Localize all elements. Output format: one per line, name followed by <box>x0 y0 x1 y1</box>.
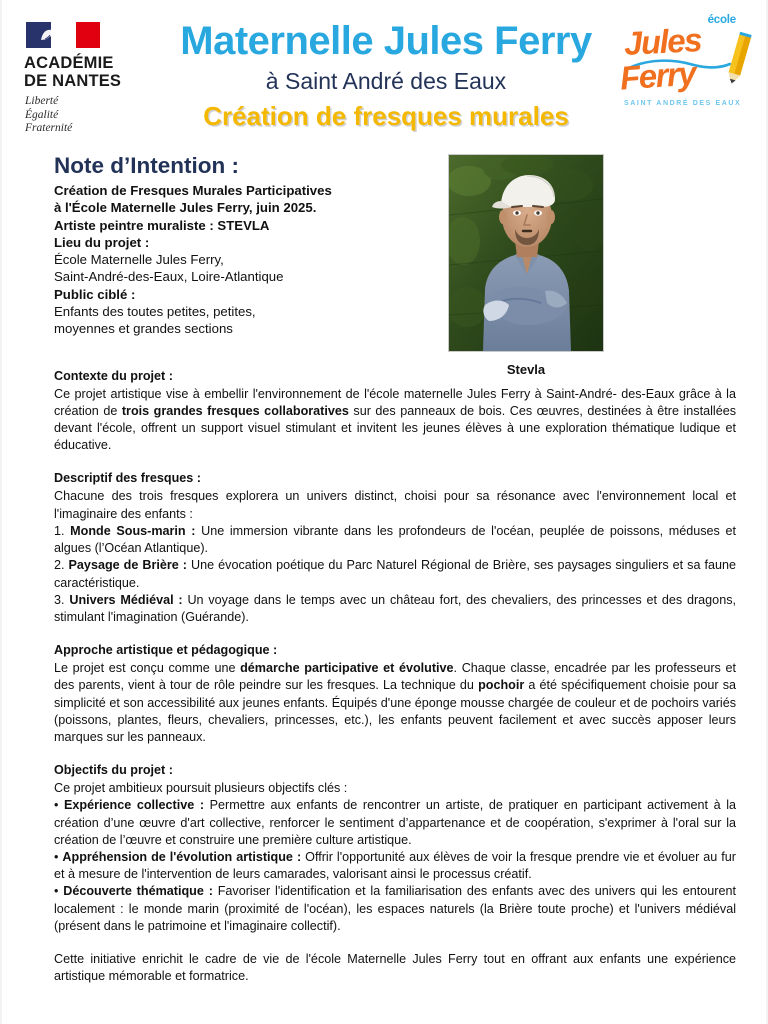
section-item-descriptif-1-run-0: 2. <box>54 558 69 573</box>
academie-name <box>24 54 140 90</box>
section-contexte <box>54 368 736 455</box>
section-item-objectifs-1-run-0: • <box>54 849 63 864</box>
section-item-descriptif-2-run-1: Univers Médiéval : <box>69 592 183 607</box>
academie-de-nantes-logo <box>12 22 140 136</box>
intent-line-3: Artiste peintre muraliste : STEVLA <box>54 217 270 233</box>
section-item-objectifs-0-run-1: Expérience collective : <box>64 798 205 813</box>
photo-caption: Stevla <box>506 362 546 377</box>
intent-line-2: à l'École Maternelle Jules Ferry, juin 2025. <box>54 200 317 216</box>
section-paragraph-approche-run-1: démarche participative et évolutive <box>240 661 454 676</box>
section-approche <box>54 642 736 746</box>
jules-ferry-school-logo <box>618 14 758 120</box>
section-item-objectifs-0-run-0: • <box>54 798 65 813</box>
section-heading-descriptif: Descriptif des fresques : <box>54 471 201 486</box>
section-item-descriptif-0-run-2: Une immersion vibrante dans les profondeurs de l'océan, peuplée de poissons, méduses et algues (l’Océan Atlantique). <box>54 523 736 556</box>
marianne-profile-icon <box>39 27 63 43</box>
intent-public-line-1: Enfants des toutes petites, petites, <box>54 304 256 320</box>
academie-line1: ACADÉMIE <box>24 54 114 72</box>
republic-motto <box>25 95 140 136</box>
note-intention-title: Note d’Intention : <box>54 153 239 178</box>
document-header <box>2 0 766 152</box>
header-titles <box>132 18 640 132</box>
section-item-descriptif-1-run-2: Une évocation poétique du Parc Naturel Régional de Brière, ses paysages singuliers et sa faune caractéristique. <box>54 558 737 590</box>
section-heading-contexte: Contexte du projet : <box>54 368 173 383</box>
section-item-descriptif-2-run-2: Un voyage dans le temps avec un château fort, des chevaliers, des princesses et des dragons, stimulant l'imagination (Guérande). <box>54 592 736 624</box>
page-title: Maternelle Jules Ferry <box>180 19 592 63</box>
section-heading-approche: Approche artistique et pédagogique : <box>54 643 278 658</box>
section-paragraph-approche <box>54 660 736 746</box>
motto-fraternite: Fraternité <box>25 122 73 134</box>
section-paragraph-contexte-run-2: sur des panneaux de bois. Ces œuvres, destinées à être installées devant l'école, offrent un support visuel stimulant et invitent les jeunes élèves à une exploration thématique ludique et éducative. <box>54 403 737 453</box>
section-paragraph-descriptif <box>54 488 736 522</box>
section-paragraph-conclusion <box>54 951 736 985</box>
section-item-objectifs-2-run-0: • <box>54 884 64 899</box>
motto-liberte: Liberté <box>25 95 59 107</box>
section-paragraph-approche-run-4: a été spécifiquement choisie pour sa simplicité et son accessibilité aux jeunes enfants. Équipés d'une éponge mousse chargée de couleur et de pochoirs variés (poissons, plantes, fleurs, chevaliers, princesses, etc.), les enfants peuvent facilement et avec succès apposer leurs marques sur les panneaux. <box>54 678 737 744</box>
section-item-objectifs-2 <box>54 883 736 935</box>
page-subtitle: à Saint André des Eaux <box>265 68 507 94</box>
section-heading-objectifs: Objectifs du projet : <box>54 763 173 778</box>
motto-egalite: Égalité <box>25 108 59 121</box>
section-item-objectifs-2-run-2: Favoriser l'identification et la familiarisation des enfants avec des univers qui les entourent localement : le monde marin (proximité de l'océan), les espaces naturels (la Brière toute proche) et l'univers médiéval (présent dans le patrimoine et l'imaginaire collectif). <box>54 884 736 933</box>
section-item-descriptif-0 <box>54 523 736 557</box>
academie-line2: DE NANTES <box>24 72 122 90</box>
section-item-descriptif-2 <box>54 592 736 626</box>
intent-public-line-2: moyennes et grandes sections <box>54 321 233 337</box>
logo-ferry-word: Ferry <box>618 54 697 97</box>
section-paragraph-approche-run-0: Le projet est conçu comme une <box>54 661 241 676</box>
section-paragraph-contexte <box>54 386 736 455</box>
intent-line-1: Création de Fresques Murales Participatives <box>54 183 332 198</box>
section-item-descriptif-1-run-1: Paysage de Brière : <box>68 558 188 573</box>
section-objectifs <box>54 762 736 935</box>
page-tagline: Création de fresques murales <box>203 101 569 131</box>
logo-ecole-label: école <box>707 14 736 26</box>
section-item-objectifs-1 <box>54 849 736 883</box>
section-paragraph-objectifs-run-0: Ce projet ambitieux poursuit plusieurs objectifs clés : <box>54 781 348 796</box>
section-item-descriptif-0-run-0: 1. <box>54 523 71 538</box>
artist-photo-block <box>448 154 604 377</box>
section-descriptif <box>54 470 736 626</box>
pencil-icon <box>720 30 754 92</box>
section-item-objectifs-1-run-2: Offrir l'opportunité aux élèves de voir la fresque prendre vie et évoluer au fur et à mesure de l'intervention de leurs camarades, valorisant ainsi le processus créatif. <box>54 849 736 882</box>
flag-red-band <box>76 22 100 48</box>
section-item-descriptif-0-run-1: Monde Sous-marin : <box>70 523 196 538</box>
section-item-objectifs-0 <box>54 797 736 849</box>
section-conclusion <box>54 951 736 985</box>
section-paragraph-approche-run-2: . Chaque classe, encadrée par les professeurs et des parents, vient à tour de rôle peindre sur les fresques. La technique du <box>54 661 737 693</box>
intent-label-public: Public ciblé : <box>54 286 136 302</box>
section-paragraph-conclusion-run-0: Cette initiative enrichit le cadre de vie de l'école Maternelle Jules Ferry tout en offrant aux enfants une expérience artistique mémorable et formatrice. <box>54 951 736 984</box>
section-item-objectifs-1-run-1: Appréhension de l'évolution artistique : <box>62 849 302 864</box>
section-paragraph-contexte-run-1: trois grandes fresques collaboratives <box>121 403 349 418</box>
intent-label-lieu: Lieu du projet : <box>54 234 150 250</box>
section-paragraph-approche-run-3: pochoir <box>478 678 525 693</box>
section-paragraph-descriptif-run-0: Chacune des trois fresques explorera un univers distinct, choisi pour sa résonance avec l'environnement local et l'imaginaire des enfants : <box>54 489 736 521</box>
section-item-descriptif-2-run-0: 3. <box>54 592 70 607</box>
section-item-objectifs-0-run-2: Permettre aux enfants de rencontrer un artiste, de pratiquer en participant activement à la création d’une œuvre d'art collective, renforcer le sentiment d’appartenance et de coopération, s'exprimer à l'oral sur la création de l’œuvre et construire une première culture artistique. <box>54 798 736 847</box>
intent-lieu-line-1: École Maternelle Jules Ferry, <box>54 252 224 268</box>
note-intention-details <box>54 182 434 338</box>
section-paragraph-objectifs <box>54 780 736 797</box>
section-paragraph-contexte-run-0: Ce projet artistique vise à embellir l'environnement de l'école maternelle Jules Ferry à Saint-André- des-Eaux grâce à la création de <box>54 386 736 418</box>
section-item-objectifs-2-run-1: Découverte thématique : <box>63 884 213 899</box>
french-flag-icon <box>26 22 100 48</box>
intent-lieu-line-2: Saint-André-des-Eaux, Loire-Atlantique <box>54 269 284 285</box>
logo-town-label: SAINT ANDRÉ DES EAUX <box>624 100 742 107</box>
artist-portrait-photo <box>448 154 604 352</box>
section-item-descriptif-1 <box>54 557 736 591</box>
logo-jules-word: Jules <box>623 21 702 62</box>
document-body <box>2 368 766 986</box>
portrait-illustration <box>449 155 603 351</box>
